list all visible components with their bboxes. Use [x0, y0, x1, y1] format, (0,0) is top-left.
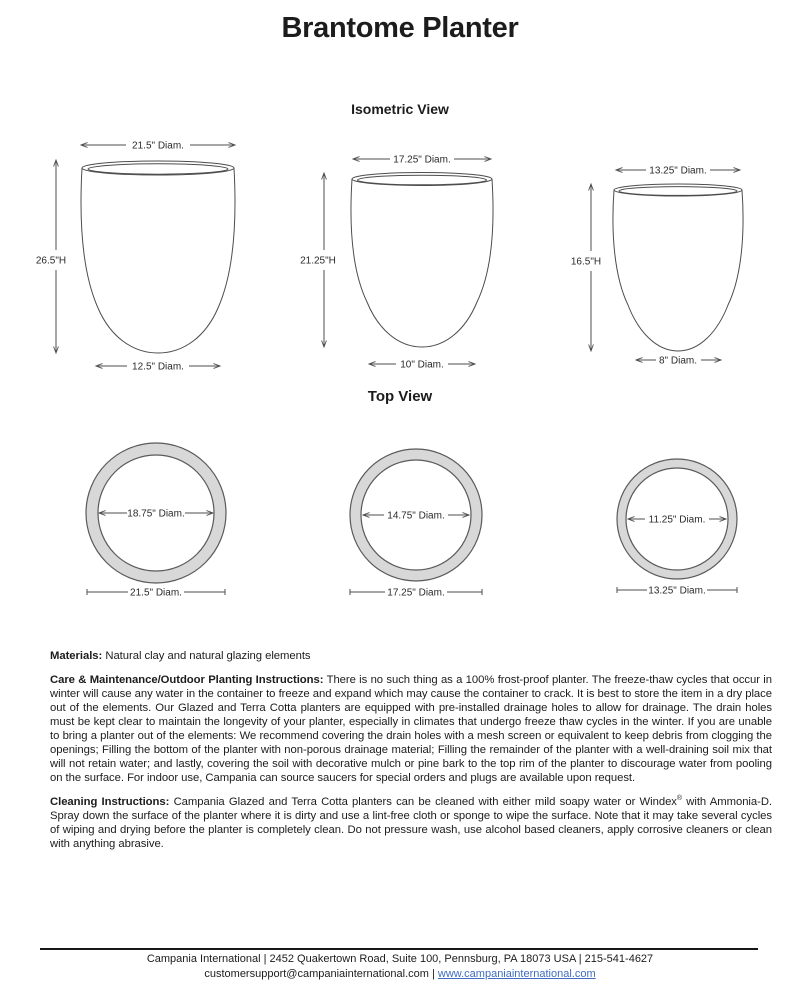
text-content: [50, 649, 772, 851]
height-label: 16.5"H: [570, 256, 602, 268]
cleaning-label: Cleaning Instructions:: [50, 796, 170, 808]
planter-body: [613, 190, 743, 351]
cleaning-text-1: Campania Glazed and Terra Cotta planters can be cleaned with either mild soapy water or Windex: [173, 796, 677, 808]
planter-rim-inner: [358, 175, 487, 185]
outer-diameter-label: 21.5" Diam.: [130, 587, 182, 599]
materials-paragraph: [50, 649, 772, 663]
planter-large-top-view: [86, 443, 226, 599]
planter-body: [351, 179, 493, 347]
height-label: 21.25"H: [300, 255, 336, 267]
planter-rim-inner: [619, 187, 737, 196]
care-text: There is no such thing as a 100% frost-proof planter. The freeze-thaw cycles that occur in winter will cause any water in the container to freeze and expand which may cause the container to crack. It is best to store the item in a dry place out of the elements. Our Glazed and Terra Cotta planters are equipped with pre-installed drainage holes to allow for drainage. The drain holes must be kept clear to maintain the longevity of your planter, especially in climates that undergo freeze thaw cycles in the winter. If you are unable to bring a planter out of the elements: We recommend covering the drain holes with a mesh screen or equivalent to keep debris from clogging the openings; Filling the bottom of the planter with non-porous drainage material; Filling the remainder of the planter with a well-draining soil mix that will not retain water; and lastly, covering the soil with decorative mulch or pine bark to the top rim of the planter to discourage water from pooling on the surface. For indoor use, Campania can source saucers for special orders and plugs are available upon request.: [50, 674, 773, 784]
top-diameter-label: 21.5" Diam.: [132, 140, 184, 152]
planter-small-top-view: [617, 459, 737, 597]
planter-medium-isometric: [300, 155, 493, 371]
outer-diameter-label: 13.25" Diam.: [648, 585, 706, 597]
materials-text: Natural clay and natural glazing elements: [105, 650, 311, 662]
website-link[interactable]: www.campaniainternational.com: [437, 968, 596, 980]
planter-medium-top-view: [350, 449, 482, 599]
inner-diameter-label: 18.75" Diam.: [127, 508, 185, 520]
isometric-drawings: [0, 130, 800, 385]
inner-diameter-label: 11.25" Diam.: [648, 514, 706, 526]
page-title: Brantome Planter: [281, 12, 519, 44]
bottom-diameter-label: 12.5" Diam.: [132, 361, 184, 373]
footer: [0, 952, 800, 982]
height-label: 26.5"H: [35, 255, 67, 267]
planter-rim-outer: [82, 161, 234, 175]
care-paragraph: [50, 673, 772, 785]
planter-small-isometric: [571, 166, 743, 367]
top-view-drawings: [0, 415, 800, 610]
footer-divider: [40, 948, 758, 950]
top-diameter-label: 17.25" Diam.: [393, 154, 451, 166]
registered-mark: ®: [676, 795, 683, 803]
footer-address-line: Campania International | 2452 Quakertown Road, Suite 100, Pennsburg, PA 18073 USA | 215-541-4627: [146, 953, 654, 965]
bottom-diameter-label: 8" Diam.: [658, 355, 698, 367]
outer-diameter-label: 17.25" Diam.: [387, 587, 445, 599]
materials-label: Materials:: [50, 650, 103, 662]
footer-email: customersupport@campaniainternational.com |: [204, 968, 438, 980]
cleaning-paragraph: [50, 795, 772, 851]
inner-diameter-label: 14.75" Diam.: [387, 510, 445, 522]
planter-rim-inner: [88, 164, 228, 174]
planter-body: [81, 168, 235, 353]
cleaning-text-2: with Ammonia-D. Spray down the surface of the planter where it is dirty and use a lint-free cloth or sponge to wipe the surface. Note that it may take several cycles of wiping and drying before the planter is completely clean. Do not pressure wash, use alcohol based cleaners, apply corrosive cleaners or clean with anything abrasive.: [50, 796, 773, 850]
top-view-label: Top View: [367, 388, 433, 405]
footer-contact-line: [0, 967, 800, 982]
isometric-view-label: Isometric View: [351, 101, 449, 117]
top-diameter-label: 13.25" Diam.: [649, 165, 707, 177]
care-label: Care & Maintenance/Outdoor Planting Instructions:: [50, 674, 324, 686]
planter-large-isometric: [36, 141, 235, 373]
bottom-diameter-label: 10" Diam.: [400, 359, 444, 371]
